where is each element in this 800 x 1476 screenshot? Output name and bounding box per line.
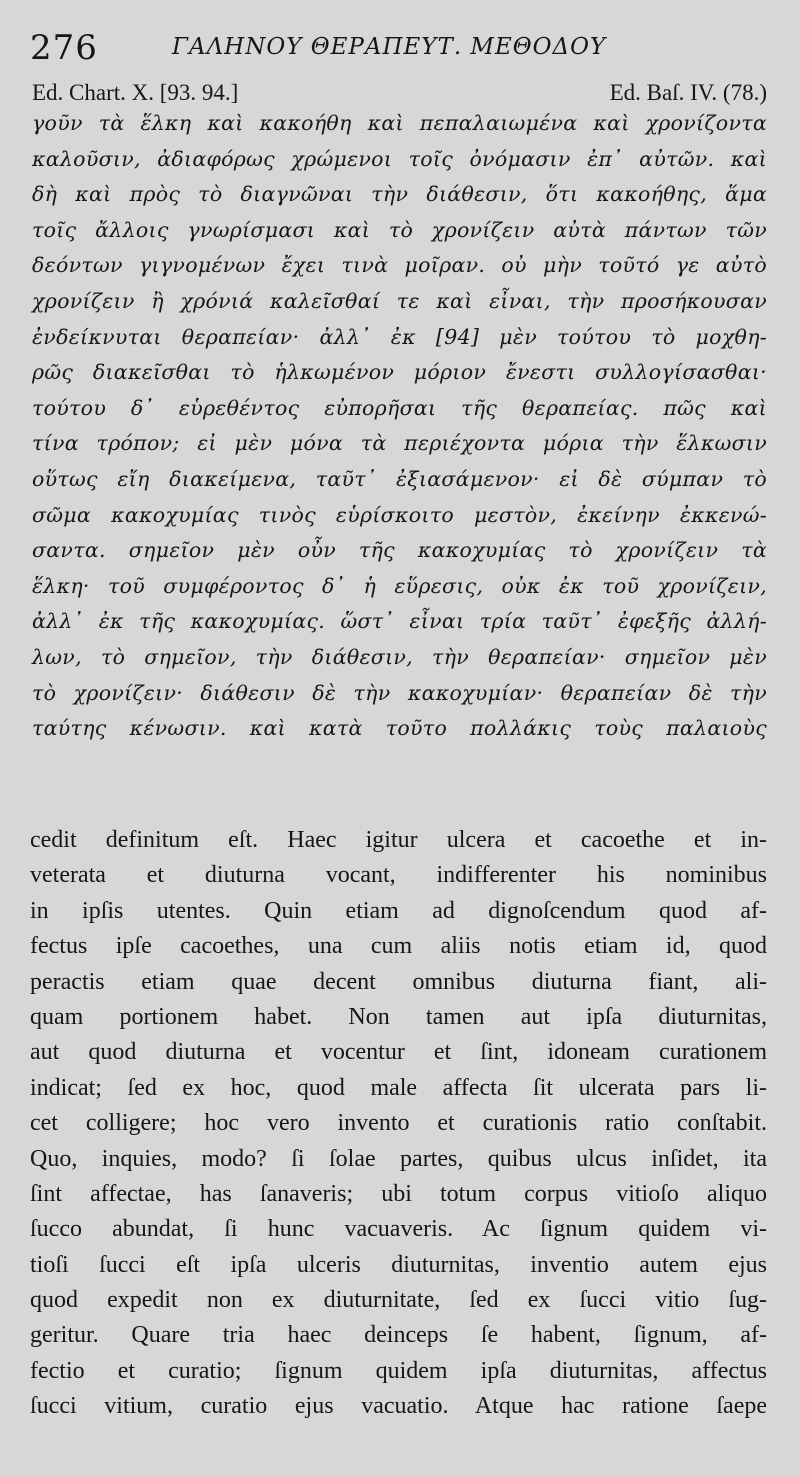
latin-text-line: quod expedit non ex diuturnitate, ſed ex ſucci vitio ſug- xyxy=(30,1287,767,1314)
latin-text-line: veterata et diuturna vocant, indifferenter his nominibus xyxy=(30,862,767,889)
greek-text-line: γοῦν τὰ ἕλκη καὶ κακοήθη καὶ πεπαλαιωμένα καὶ χρονίζοντα xyxy=(32,111,767,135)
greek-text-line: καλοῦσιν, ἀδιαφόρως χρώμενοι τοῖς ὀνόμασιν ἐπ᾿ αὐτῶν. καὶ xyxy=(32,146,767,171)
greek-text-line: δεόντων γιγνομένων ἔχει τινὰ μοῖραν. οὐ μὴν τοῦτό γε αὐτὸ xyxy=(32,253,767,278)
greek-text-line: ἕλκη· τοῦ συμφέροντος δ᾿ ἡ εὕρεσις, οὐκ ἐκ τοῦ χρονίζειν, xyxy=(32,573,767,598)
latin-text-line: Quo, inquies, modo? ſi ſolae partes, quibus ulcus inſidet, ita xyxy=(30,1145,767,1172)
latin-text-line: ſucci vitium, curatio ejus vacuatio. Atque hac ratione ſaepe xyxy=(30,1393,767,1420)
greek-text-line: σαντα. σημεῖον μὲν οὖν τῆς κακοχυμίας τὸ χρονίζειν τὰ xyxy=(32,538,767,563)
greek-text-line: χρονίζειν ἢ χρόνιά καλεῖσθαί τε καὶ εἶναι, τὴν προσήκουσαν xyxy=(32,288,767,313)
latin-text-line: aut quod diuturna et vocentur et ſint, idoneam curationem xyxy=(30,1039,767,1066)
greek-text-line: λων, τὸ σημεῖον, τὴν διάθεσιν, τὴν θεραπείαν· σημεῖον μὲν xyxy=(32,644,767,669)
greek-text-line: σῶμα κακοχυμίας τινὸς εὑρίσκοιτο μεστὸν, ἐκείνην ἐκκενώ- xyxy=(32,502,767,527)
greek-text-line: τοῖς ἄλλοις γνωρίσμασι καὶ τὸ χρονίζειν αὐτὰ πάντων τῶν xyxy=(32,217,767,242)
latin-text-line: fectio et curatio; ſignum quidem ipſa diuturnitas, affectus xyxy=(30,1357,767,1384)
greek-text-line: τὸ χρονίζειν· διάθεσιν δὲ τὴν κακοχυμίαν· θεραπείαν δὲ τὴν xyxy=(32,680,767,705)
edition-reference-right: Ed. Baſ. IV. (78.) xyxy=(609,80,767,105)
latin-text-line: fectus ipſe cacoethes, una cum aliis notis etiam id, quod xyxy=(30,933,767,960)
greek-text-line: ἐνδείκνυται θεραπείαν· ἀλλ᾿ ἐκ [94] μὲν τούτου τὸ μοχθη- xyxy=(32,324,767,349)
page-header xyxy=(30,28,775,68)
greek-text-block xyxy=(32,106,767,747)
latin-text-line: tioſi ſucci eſt ipſa ulceris diuturnitas, inventio autem ejus xyxy=(30,1251,767,1278)
latin-text-line: ſucco abundat, ſi hunc vacuaveris. Ac ſignum quidem vi- xyxy=(30,1216,767,1243)
greek-text-line: τούτου δ᾿ εὑρεθέντος εὐπορῆσαι τῆς θεραπείας. πῶς καὶ xyxy=(32,395,767,420)
latin-text-line: cet colligere; hoc vero invento et curationis ratio conſtabit. xyxy=(30,1110,767,1137)
latin-text-line: peractis etiam quae decent omnibus diuturna fiant, ali- xyxy=(30,968,767,995)
latin-text-line: indicat; ſed ex hoc, quod male affecta ſit ulcerata pars li- xyxy=(30,1074,767,1101)
latin-text-line: quam portionem habet. Non tamen aut ipſa diuturnitas, xyxy=(30,1003,767,1030)
running-title: ΓΑΛΗΝΟΥ ΘΕΡΑΠΕΥΤ. ΜΕΘΟΔΟΥ xyxy=(172,34,607,60)
greek-text-line: οὕτως εἴη διακείμενα, ταῦτ᾿ ἐξιασάμενον· εἰ δὲ σύμπαν τὸ xyxy=(32,466,767,491)
edition-reference-left: Ed. Chart. X. [93. 94.] xyxy=(32,80,239,105)
latin-text-line: in ipſis utentes. Quin etiam ad dignoſcendum quod af- xyxy=(30,897,767,924)
latin-text-block xyxy=(30,823,767,1425)
latin-text-line: geritur. Quare tria haec deinceps ſe habent, ſignum, af- xyxy=(30,1322,767,1349)
latin-text-line: cedit definitum eſt. Haec igitur ulcera et cacoethe et in- xyxy=(30,827,767,853)
greek-text-line: τίνα τρόπον; εἰ μὲν μόνα τὰ περιέχοντα μόρια τὴν ἕλκωσιν xyxy=(32,431,767,456)
greek-text-line: ρῶς διακεῖσθαι τὸ ἡλκωμένον μόριον ἔνεστι συλλογίσασθαι· xyxy=(32,360,767,385)
greek-text-line: δὴ καὶ πρὸς τὸ διαγνῶναι τὴν διάθεσιν, ὅτι κακοήθης, ἅμα xyxy=(32,182,767,207)
edition-reference-line xyxy=(32,80,767,108)
greek-text-line: ἀλλ᾿ ἐκ τῆς κακοχυμίας. ὥστ᾿ εἶναι τρία ταῦτ᾿ ἐφεξῆς ἀλλή- xyxy=(32,609,767,634)
latin-text-line: ſint affectae, has ſanaveris; ubi totum corpus vitioſo aliquo xyxy=(30,1180,767,1207)
page-number: 276 xyxy=(30,28,98,68)
greek-text-line: ταύτης κένωσιν. καὶ κατὰ τοῦτο πολλάκις τοὺς παλαιοὺς xyxy=(32,716,767,741)
